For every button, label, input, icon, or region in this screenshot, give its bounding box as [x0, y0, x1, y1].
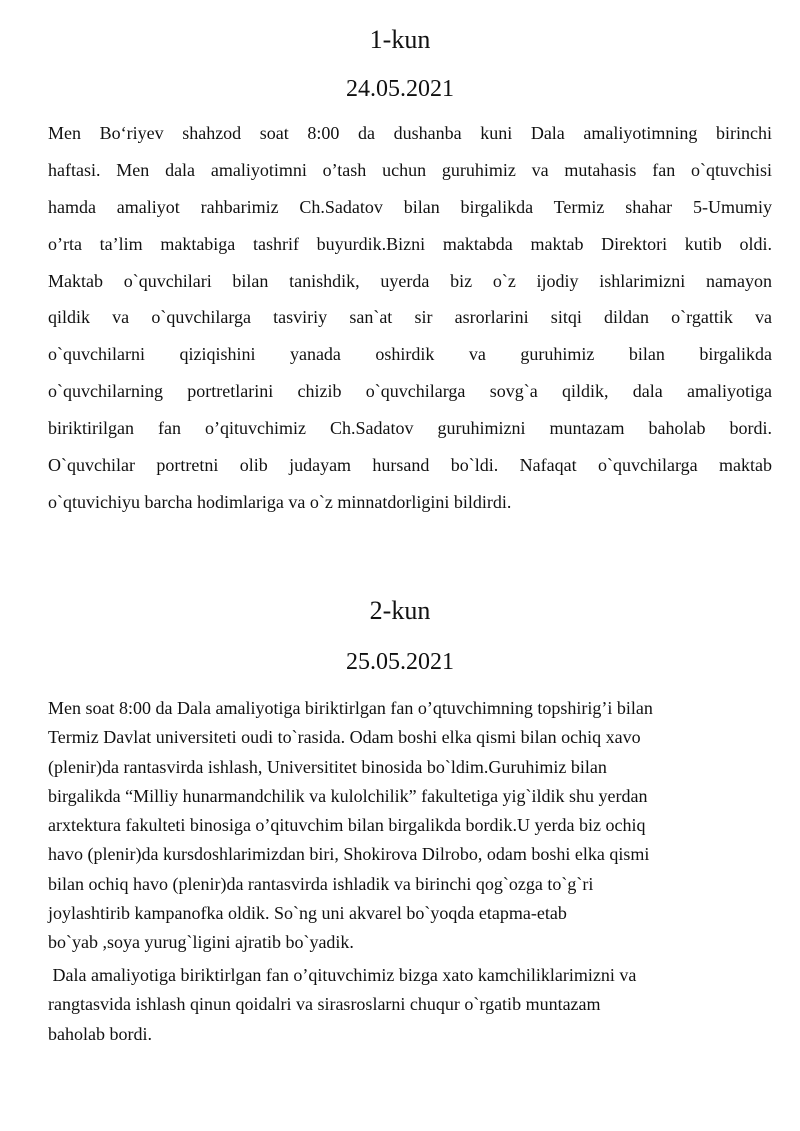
day2-date: 25.05.2021	[346, 649, 454, 675]
day2-line: (plenir)da rantasvirda ishlash, Universititet binosida bo`ldim.Guruhimiz bilan	[48, 756, 607, 777]
day1-date: 24.05.2021	[346, 76, 454, 102]
day1-title: 1-kun	[369, 25, 431, 54]
day2-line: Termiz Davlat universiteti oudi to`rasida. Odam boshi elka qismi bilan ochiq xavo	[48, 727, 641, 748]
day2-line: birgalikda “Milliy hunarmandchilik va kulolchilik” fakultetiga yig`ildik shu yerdan	[48, 785, 648, 806]
day1-line: O`quvchilar portretni olib judayam hursand bo`ldi. Nafaqat o`quvchilarga maktab	[48, 455, 772, 476]
day2-title: 2-kun	[369, 596, 431, 625]
day2-paragraph-2	[48, 961, 772, 1049]
day1-line: biriktirilgan fan o’qituvchimiz Ch.Sadatov guruhimizni muntazam baholab bordi.	[48, 418, 772, 439]
day2-line: baholab bordi.	[48, 1023, 152, 1044]
day2-line: Dala amaliyotiga biriktirlgan fan o’qituvchimiz bizga xato kamchiliklarimizni va	[48, 965, 637, 985]
day1-line: Maktab o`quvchilari bilan tanishdik, uyerda biz o`z ijodiy ishlarimizni namayon	[48, 270, 772, 291]
day1-line: o’rta ta’lim maktabiga tashrif buyurdik.Bizni maktabda maktab Direktori kutib oldi.	[48, 233, 772, 254]
day2-line: bilan ochiq havo (plenir)da rantasvirda ishladik va birinchi qog`ozga to`g`ri	[48, 873, 594, 894]
day1-line: hamda amaliyot rahbarimiz Ch.Sadatov bilan birgalikda Termiz shahar 5-Umumiy	[48, 196, 772, 217]
day1-line: Men Bo‘riyev shahzod soat 8:00 da dushanba kuni Dala amaliyotimning birinchi	[48, 123, 772, 143]
day2-line: joylashtirib kampanofka oldik. So`ng uni akvarel bo`yoqda etapma-etab	[48, 903, 567, 924]
day2-line: bo`yab ,soya yurug`ligini ajratib bo`yadik.	[48, 932, 354, 953]
day2-line: rangtasvida ishlash qinun qoidalri va sirasroslarni chuqur o`rgatib muntazam	[48, 994, 601, 1015]
day1-line: o`quvchilarning portretlarini chizib o`quvchilarga sovg`a qildik, dala amaliyotiga	[48, 381, 772, 402]
day1-line: o`qtuvichiyu barcha hodimlariga va o`z minnatdorligini bildirdi.	[48, 491, 512, 512]
day1-paragraph	[48, 115, 772, 521]
day1-line: qildik va o`quvchilarga tasviriy san`at sir asrorlarini sitqi dildan o`rgattik va	[48, 307, 772, 328]
day1-line: o`quvchilarni qiziqishini yanada oshirdik va guruhimiz bilan birgalikda	[48, 344, 772, 365]
day2-line: arxtektura fakulteti binosiga o’qituvchim bilan birgalikda bordik.U yerda biz ochiq	[48, 815, 646, 836]
day2-line: havo (plenir)da kursdoshlarimizdan biri, Shokirova Dilrobo, odam boshi elka qismi	[48, 844, 650, 865]
day1-line: haftasi. Men dala amaliyotimni o’tash uchun guruhimiz va mutahasis fan o`qtuvchisi	[48, 159, 772, 180]
day2-line: Men soat 8:00 da Dala amaliyotiga biriktirlgan fan o’qtuvchimning topshirig’i bilan	[48, 698, 653, 718]
day2-paragraph-1	[48, 694, 772, 958]
